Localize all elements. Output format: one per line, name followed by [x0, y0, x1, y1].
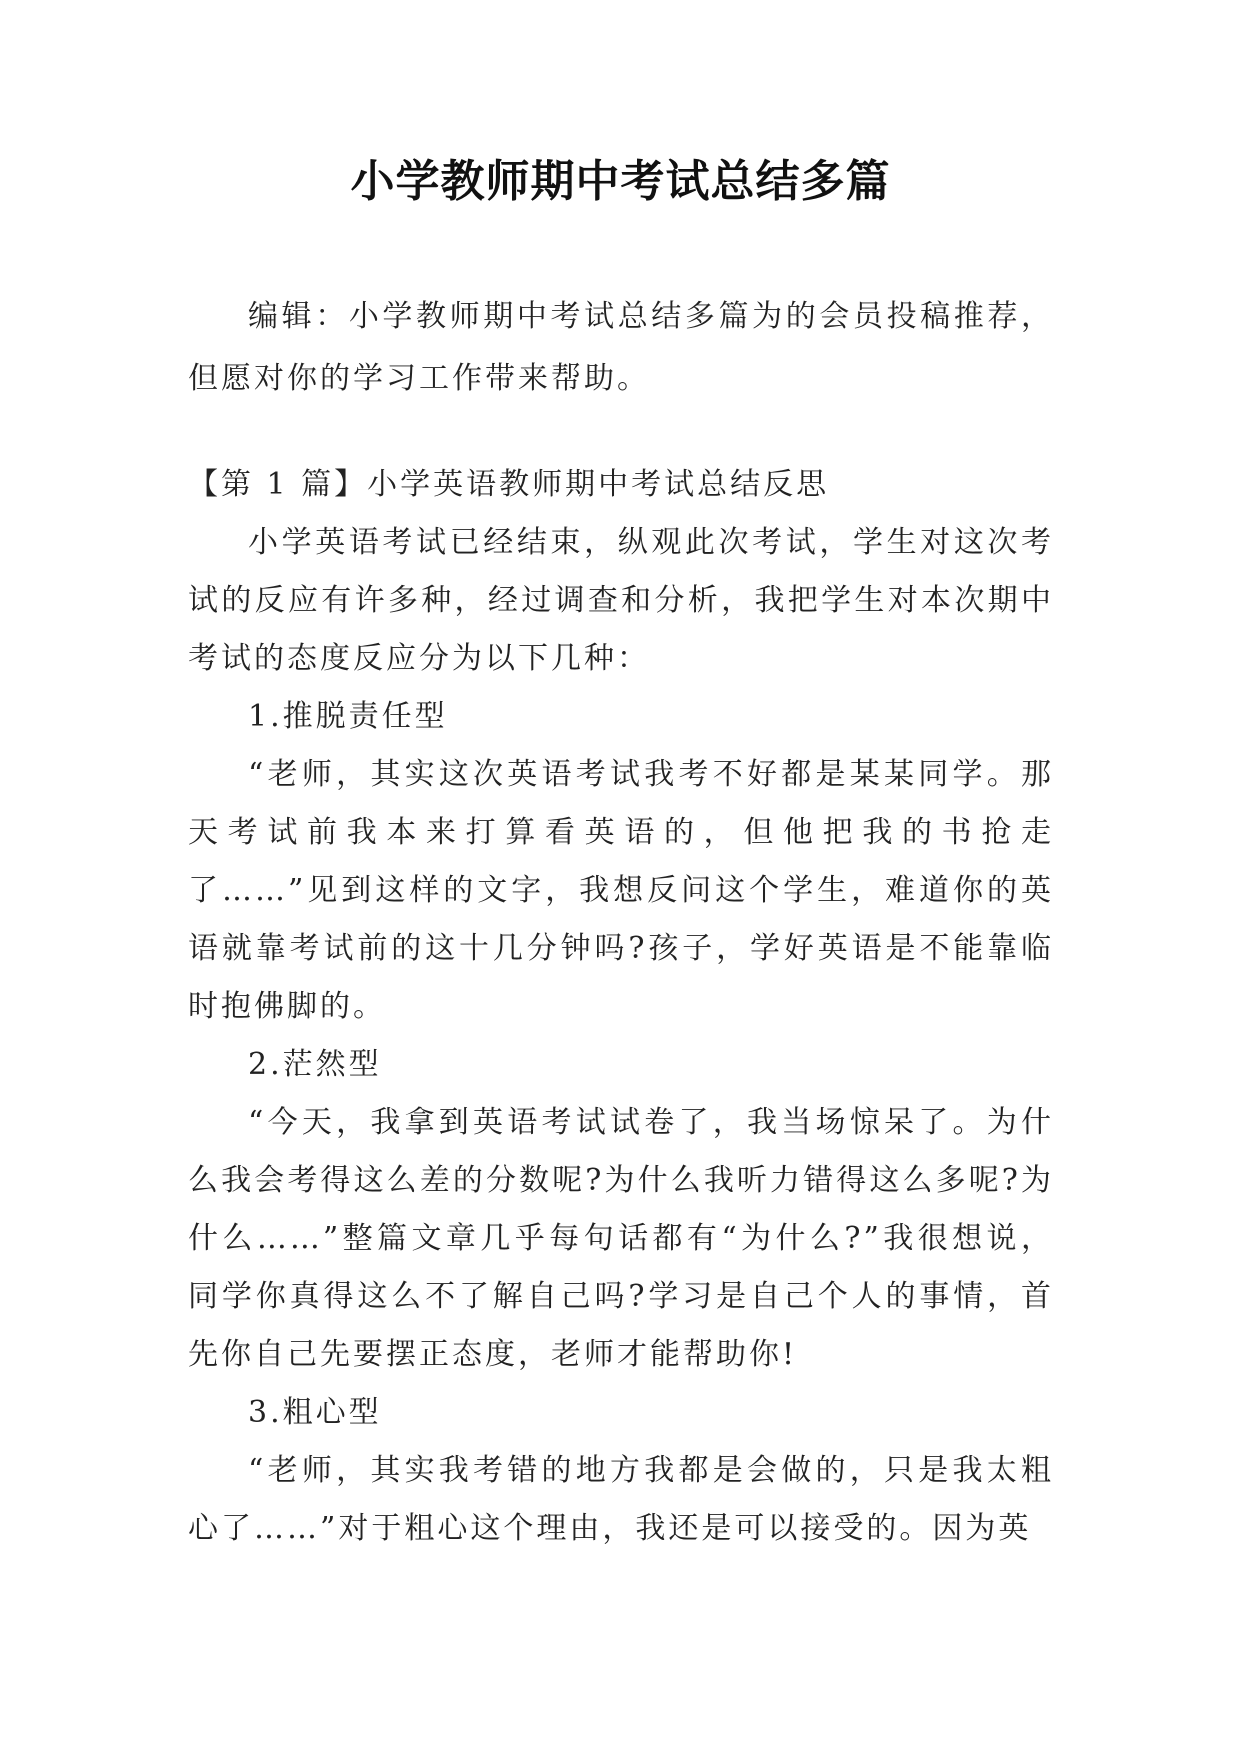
paragraph: “今天，我拿到英语考试试卷了，我当场惊呆了。为什么我会考得这么差的分数呢?为什么我听力错得这么多呢?为什么……”整篇文章几乎每句话都有“为什么?”我很想说，同学你真得这么不了解自己吗?学习是自己个人的事情，首先你自己先要摆正态度，老师才能帮助你!: [188, 1105, 1054, 1372]
document-title: 小学教师期中考试总结多篇: [350, 156, 891, 207]
paragraph: “老师，其实这次英语考试我考不好都是某某同学。那天考试前我本来打算看英语的，但他把我的书抢走了……”见到这样的文字，我想反问这个学生，难道你的英语就靠考试前的这十几分钟吗?孩子，学好英语是不能靠临时抱佛脚的。: [188, 757, 1054, 1024]
paragraph: “老师，其实我考错的地方我都是会做的，只是我太粗心了……”对于粗心这个理由，我还是可以接受的。因为英: [188, 1453, 1054, 1546]
intro-paragraph: 编辑：小学教师期中考试总结多篇为的会员投稿推荐，但愿对你的学习工作带来帮助。: [188, 299, 1054, 396]
paragraph: 1.推脱责任型: [248, 699, 448, 734]
section-heading: 【第 1 篇】小学英语教师期中考试总结反思: [188, 467, 830, 502]
paragraph: 小学英语考试已经结束，纵观此次考试，学生对这次考试的反应有许多种，经过调查和分析，我把学生对本次期中考试的态度反应分为以下几种：: [188, 525, 1054, 676]
paragraph: 3.粗心型: [248, 1395, 382, 1430]
article-body: [188, 456, 1054, 1558]
intro-block: [188, 286, 1054, 410]
paragraph: 2.茫然型: [248, 1047, 382, 1082]
